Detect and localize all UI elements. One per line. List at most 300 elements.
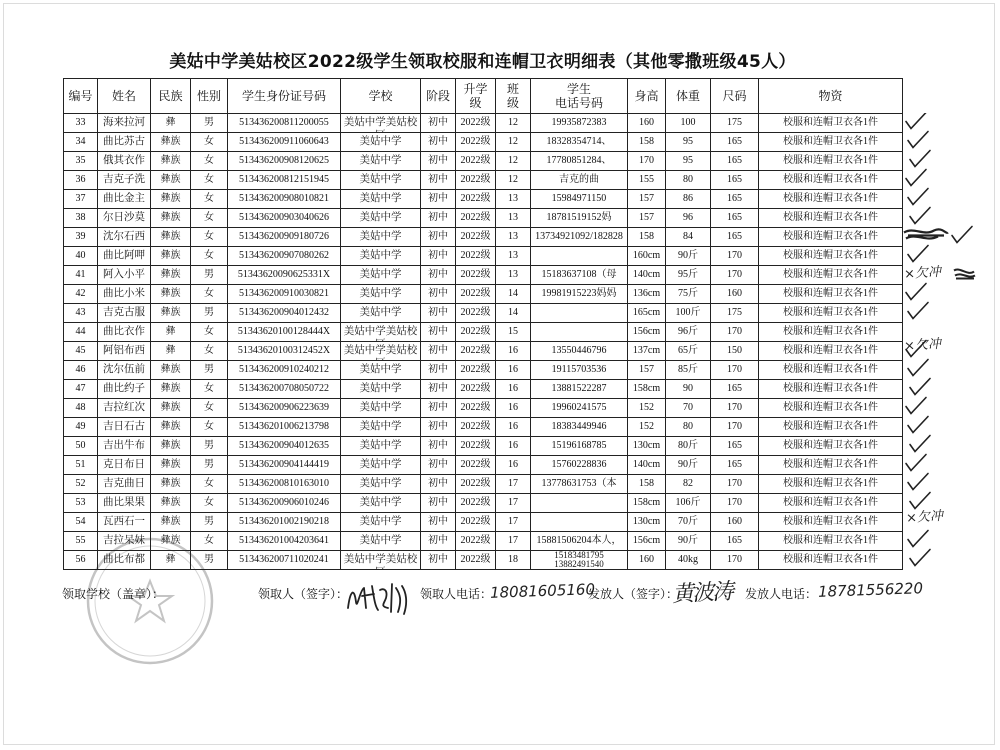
cell-items (759, 494, 903, 513)
cell-name (98, 323, 151, 342)
size-value: 165 (727, 459, 742, 470)
stage-value: 初中 (428, 231, 448, 242)
class-value: 16 (508, 383, 518, 394)
gender-value: 女 (204, 288, 214, 299)
phone-value: 13734921092/182828 (535, 231, 623, 242)
no-value: 53 (75, 497, 86, 508)
stage-value: 初中 (428, 402, 448, 413)
weight-value: 90斤 (678, 459, 698, 470)
cell-name (98, 380, 151, 399)
check-mark (908, 132, 928, 148)
cell-stage (421, 152, 456, 171)
items-value: 校服和连帽卫衣各1件 (783, 554, 878, 565)
weight-value: 100斤 (675, 307, 701, 318)
items-value: 校服和连帽卫衣各1件 (783, 497, 878, 508)
cell-gender (191, 418, 228, 437)
table-row (64, 266, 903, 285)
gender-value: 男 (204, 459, 214, 470)
cell-school (341, 361, 421, 380)
gender-value: 男 (204, 554, 214, 565)
cell-size (711, 190, 759, 209)
no-value: 36 (75, 174, 86, 185)
cell-size (711, 171, 759, 190)
cell-school (341, 532, 421, 551)
height-value: 157 (639, 193, 654, 204)
cell-stage (421, 361, 456, 380)
header-gender: 性别 (191, 79, 228, 114)
size-value: 170 (727, 478, 742, 489)
grade-value: 2022级 (460, 212, 491, 223)
table-row (64, 456, 903, 475)
cell-ethnic (151, 437, 191, 456)
weight-value: 96斤 (678, 326, 698, 337)
no-value: 49 (75, 421, 86, 432)
cell-phone (531, 247, 628, 266)
phone-value: 19935872383 (551, 117, 607, 128)
cell-no (64, 323, 98, 342)
items-value: 校服和连帽卫衣各1件 (783, 288, 878, 299)
cell-weight (666, 285, 711, 304)
cell-class (496, 152, 531, 171)
gender-value: 女 (204, 345, 214, 356)
grade-value: 2022级 (460, 383, 491, 394)
cell-ethnic (151, 380, 191, 399)
cell-class (496, 114, 531, 133)
class-value: 16 (508, 459, 518, 470)
cell-weight (666, 114, 711, 133)
phone-value: 13550446796 (551, 345, 607, 356)
cell-name (98, 342, 151, 361)
cell-ethnic (151, 247, 191, 266)
items-value: 校服和连帽卫衣各1件 (783, 307, 878, 318)
cell-class (496, 418, 531, 437)
class-value: 17 (508, 535, 518, 546)
cell-height (628, 399, 666, 418)
cell-grade (456, 304, 496, 323)
weight-value: 75斤 (678, 288, 698, 299)
gender-value: 女 (204, 383, 214, 394)
size-value: 170 (727, 326, 742, 337)
cell-stage (421, 437, 456, 456)
cell-no (64, 342, 98, 361)
school-value: 美姑中学美姑校 (343, 345, 418, 356)
stage-value: 初中 (428, 288, 448, 299)
cell-stage (421, 304, 456, 323)
class-value: 16 (508, 421, 518, 432)
items-value: 校服和连帽卫衣各1件 (783, 326, 878, 337)
cell-school (341, 247, 421, 266)
cell-school (341, 399, 421, 418)
no-value: 40 (75, 250, 86, 261)
class-value: 13 (508, 250, 518, 261)
id-value: 513436200910240212 (239, 364, 329, 375)
items-value: 校服和连帽卫衣各1件 (783, 402, 878, 413)
cell-height (628, 475, 666, 494)
table-row (64, 437, 903, 456)
stage-value: 初中 (428, 421, 448, 432)
cell-stage (421, 285, 456, 304)
school-value: 美姑中学 (359, 402, 402, 413)
no-value: 33 (75, 117, 86, 128)
cell-ethnic (151, 475, 191, 494)
cell-stage (421, 475, 456, 494)
cell-items (759, 152, 903, 171)
cell-grade (456, 418, 496, 437)
size-value: 165 (727, 136, 742, 147)
cell-ethnic (151, 285, 191, 304)
cell-grade (456, 114, 496, 133)
phone-value (531, 513, 627, 531)
cell-phone (531, 475, 628, 494)
header-grade-line1: 升学 (463, 82, 488, 96)
cell-school (341, 437, 421, 456)
cell-height (628, 190, 666, 209)
weight-value: 70斤 (678, 516, 698, 527)
name-value: 曲比苏古 (103, 136, 145, 147)
header-grade-line2: 级 (469, 96, 482, 110)
height-value: 165cm (632, 307, 661, 318)
check-mark (908, 360, 928, 376)
grade-value: 2022级 (460, 402, 491, 413)
cell-name (98, 532, 151, 551)
cell-height (628, 114, 666, 133)
size-value: 175 (727, 307, 742, 318)
cell-grade (456, 380, 496, 399)
gender-value: 女 (204, 155, 214, 166)
cell-class (496, 171, 531, 190)
cell-grade (456, 171, 496, 190)
cell-id (228, 285, 341, 304)
cell-height (628, 171, 666, 190)
phone-value: 13881522287 (551, 383, 607, 394)
school-value: 美姑中学美姑校 (343, 326, 418, 337)
size-value: 165 (727, 535, 742, 546)
class-value: 13 (508, 269, 518, 280)
header-phone-line2: 电话号码 (554, 96, 603, 110)
height-value: 155 (639, 174, 654, 185)
class-value: 17 (508, 497, 518, 508)
cell-school (341, 513, 421, 532)
phone-lines (531, 551, 627, 569)
cell-size (711, 266, 759, 285)
cell-items (759, 342, 903, 361)
cell-id (228, 437, 341, 456)
school-value: 美姑中学 (359, 459, 402, 470)
no-value: 39 (75, 231, 86, 242)
id-value: 513436200810163010 (239, 478, 329, 489)
cell-phone (531, 171, 628, 190)
cell-school (341, 152, 421, 171)
cell-phone (531, 532, 628, 551)
cell-size (711, 209, 759, 228)
stage-value: 初中 (428, 478, 448, 489)
school-value: 美姑中学 (359, 478, 402, 489)
cell-school (341, 342, 421, 361)
cell-gender (191, 456, 228, 475)
gender-value: 女 (204, 535, 214, 546)
no-value: 48 (75, 402, 86, 413)
ethnic-value: 彝 (165, 117, 176, 128)
ethnic-value: 彝族 (160, 307, 181, 318)
name-value: 沈尔石西 (103, 231, 145, 242)
stage-value: 初中 (428, 459, 448, 470)
height-value: 136cm (632, 288, 661, 299)
cell-phone (531, 190, 628, 209)
cell-height (628, 209, 666, 228)
cell-phone (531, 437, 628, 456)
cell-phone (531, 323, 628, 342)
cell-name (98, 209, 151, 228)
school-value: 美姑中学 (359, 383, 402, 394)
height-value: 170 (639, 155, 654, 166)
cell-no (64, 456, 98, 475)
cell-school (341, 133, 421, 152)
cell-stage (421, 532, 456, 551)
cell-name (98, 513, 151, 532)
cell-id (228, 323, 341, 342)
cell-no (64, 114, 98, 133)
cell-ethnic (151, 114, 191, 133)
items-value: 校服和连帽卫衣各1件 (783, 345, 878, 356)
grade-value: 2022级 (460, 345, 491, 356)
cell-phone (531, 513, 628, 532)
gender-value: 女 (204, 193, 214, 204)
height-value: 140cm (632, 269, 661, 280)
stage-value: 初中 (428, 440, 448, 451)
size-value: 170 (727, 497, 742, 508)
cell-weight (666, 437, 711, 456)
header-class-line2: 级 (506, 96, 519, 110)
id-value: 513436200811200055 (239, 117, 329, 128)
gender-value: 男 (204, 516, 214, 527)
cell-name (98, 133, 151, 152)
cell-ethnic (151, 133, 191, 152)
id-value: 513436200909180726 (239, 231, 329, 242)
size-value: 175 (727, 117, 742, 128)
cell-school (341, 475, 421, 494)
annotation-owed-row-54: ×欠冲 (905, 508, 944, 527)
cell-size (711, 532, 759, 551)
cell-no (64, 494, 98, 513)
cell-height (628, 342, 666, 361)
size-value: 170 (727, 421, 742, 432)
cell-id (228, 380, 341, 399)
height-value: 156cm (632, 535, 661, 546)
cell-ethnic (151, 190, 191, 209)
ethnic-value: 彝族 (160, 383, 181, 394)
ethnic-value: 彝 (165, 554, 176, 565)
no-value: 37 (75, 193, 86, 204)
school-value: 美姑中学 (359, 212, 402, 223)
gender-value: 女 (204, 212, 214, 223)
class-value: 17 (508, 516, 518, 527)
cell-phone (531, 304, 628, 323)
cell-gender (191, 342, 228, 361)
cell-class (496, 285, 531, 304)
crossed-out-scribble (954, 270, 975, 279)
grade-value: 2022级 (460, 364, 491, 375)
cell-gender (191, 114, 228, 133)
header-id: 学生身份证号码 (228, 79, 341, 114)
gender-value: 女 (204, 136, 214, 147)
cell-size (711, 304, 759, 323)
no-value: 43 (75, 307, 86, 318)
cell-size (711, 247, 759, 266)
cell-height (628, 266, 666, 285)
ethnic-value: 彝族 (160, 136, 181, 147)
cell-id (228, 551, 341, 570)
ethnic-value: 彝族 (160, 516, 181, 527)
name-value: 吉出牛布 (103, 440, 145, 451)
weight-value: 95斤 (678, 269, 698, 280)
grade-value: 2022级 (460, 193, 491, 204)
cell-grade (456, 513, 496, 532)
cell-gender (191, 171, 228, 190)
cell-school (341, 494, 421, 513)
id-value: 51343620090625331X (237, 269, 331, 280)
cell-name (98, 551, 151, 570)
name-value: 曲比约子 (103, 383, 145, 394)
cell-no (64, 418, 98, 437)
header-row (64, 79, 903, 114)
name-value: 阿铝布西 (103, 345, 145, 356)
table-row (64, 190, 903, 209)
gender-value: 男 (204, 269, 214, 280)
phone-value (531, 304, 627, 322)
cell-no (64, 513, 98, 532)
phone-value (531, 247, 627, 265)
cell-stage (421, 494, 456, 513)
cell-class (496, 456, 531, 475)
cell-ethnic (151, 532, 191, 551)
id-value: 513436200711020241 (239, 554, 329, 565)
cell-grade (456, 342, 496, 361)
cell-school (341, 114, 421, 133)
cell-grade (456, 437, 496, 456)
name-value: 阿入小平 (103, 269, 145, 280)
cell-ethnic (151, 152, 191, 171)
cell-gender (191, 513, 228, 532)
ethnic-value: 彝族 (160, 193, 181, 204)
cell-no (64, 399, 98, 418)
cell-no (64, 285, 98, 304)
school-value: 美姑中学 (359, 174, 402, 185)
header-class-line1: 班 (506, 82, 519, 96)
cell-weight (666, 323, 711, 342)
cell-ethnic (151, 171, 191, 190)
height-value: 157 (639, 212, 654, 223)
issuer-signature-label: 发放人（签字）： (588, 587, 679, 601)
height-value: 137cm (632, 345, 661, 356)
cell-no (64, 190, 98, 209)
cell-size (711, 494, 759, 513)
grade-value: 2022级 (460, 117, 491, 128)
no-value: 54 (75, 516, 86, 527)
phone-value (531, 494, 627, 512)
cell-items (759, 285, 903, 304)
cell-size (711, 152, 759, 171)
name-value: 吉克曲日 (103, 478, 145, 489)
school-value: 美姑中学 (359, 497, 402, 508)
grade-value: 2022级 (460, 250, 491, 261)
cell-id (228, 133, 341, 152)
stage-value: 初中 (428, 497, 448, 508)
cell-height (628, 380, 666, 399)
stage-value: 初中 (428, 250, 448, 261)
weight-value: 70 (683, 402, 693, 413)
cell-height (628, 133, 666, 152)
name-value: 曲比阿呷 (103, 250, 145, 261)
cell-phone (531, 342, 628, 361)
ethnic-value: 彝族 (160, 478, 181, 489)
height-value: 158cm (632, 497, 661, 508)
phone-value: 13778631753（本 (541, 478, 617, 489)
phone-value: 15183637108（母 (541, 269, 617, 280)
cell-name (98, 266, 151, 285)
no-value: 44 (75, 326, 86, 337)
cell-gender (191, 209, 228, 228)
table-row (64, 152, 903, 171)
cell-grade (456, 133, 496, 152)
cell-no (64, 152, 98, 171)
cell-weight (666, 228, 711, 247)
cell-grade (456, 475, 496, 494)
name-value: 克日布日 (103, 459, 145, 470)
table-row (64, 532, 903, 551)
weight-value: 100 (680, 117, 696, 128)
no-value: 42 (75, 288, 86, 299)
check-mark (910, 151, 930, 167)
cell-items (759, 323, 903, 342)
cell-no (64, 228, 98, 247)
stage-value: 初中 (428, 174, 448, 185)
cell-gender (191, 399, 228, 418)
cell-items (759, 228, 903, 247)
header-name: 姓名 (98, 79, 151, 114)
table-row (64, 494, 903, 513)
items-value: 校服和连帽卫衣各1件 (783, 269, 878, 280)
cell-stage (421, 247, 456, 266)
cell-size (711, 285, 759, 304)
size-value: 170 (727, 554, 742, 565)
grade-value: 2022级 (460, 421, 491, 432)
weight-value: 106斤 (675, 497, 701, 508)
cell-name (98, 247, 151, 266)
no-value: 38 (75, 212, 86, 223)
cell-size (711, 114, 759, 133)
no-value: 41 (75, 269, 86, 280)
gender-value: 女 (204, 402, 214, 413)
cell-phone (531, 380, 628, 399)
cell-class (496, 133, 531, 152)
cell-no (64, 437, 98, 456)
id-value: 51343620100128444X (237, 326, 331, 337)
cell-stage (421, 513, 456, 532)
cell-ethnic (151, 418, 191, 437)
cell-height (628, 323, 666, 342)
cell-class (496, 361, 531, 380)
document-title: 美姑中学美姑校区2022级学生领取校服和连帽卫衣明细表（其他零撒班级45人） (169, 52, 796, 72)
school-value: 美姑中学 (359, 193, 402, 204)
class-value: 14 (508, 288, 518, 299)
id-value: 513436200911060643 (239, 136, 329, 147)
table-row (64, 323, 903, 342)
cell-class (496, 323, 531, 342)
ethnic-value: 彝族 (160, 231, 181, 242)
cell-weight (666, 190, 711, 209)
cell-height (628, 532, 666, 551)
receiver-signature-label: 领取人（签字）： (258, 587, 349, 601)
